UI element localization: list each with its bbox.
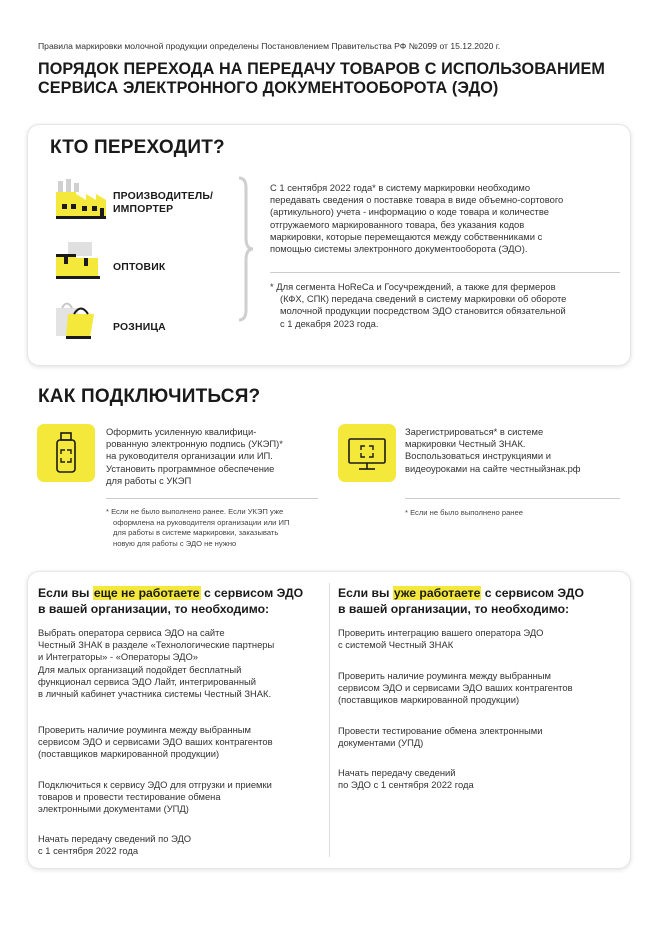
- column-divider: [329, 583, 330, 857]
- title-line: ПОРЯДОК ПЕРЕХОДА НА ПЕРЕДАЧУ ТОВАРОВ С ИСПОЛЬЗОВАНИЕМ: [38, 60, 606, 78]
- highlight-text: уже работаете: [393, 586, 481, 600]
- text-line: рованную электронную подпись (УКЭП)*: [106, 438, 283, 450]
- role-wholesaler: ОПТОВИК: [113, 262, 166, 273]
- text-line: Зарегистрироваться* в системе: [405, 426, 544, 437]
- text-line: документами (УПД): [338, 737, 424, 749]
- highlight-text: еще не работаете: [93, 586, 200, 600]
- text-line: Для малых организаций подойдет бесплатный: [38, 663, 242, 675]
- text-line: видеоуроками на сайте честныйзнак.рф: [405, 462, 581, 474]
- text-line: С 1 сентября 2022 года* в систему маркировки необходимо: [270, 182, 531, 193]
- regulation-note: Правила маркировки молочной продукции определены Постановлением Правительства РФ №2099 от 15.12.2020 г.: [38, 41, 501, 51]
- how-heading: КАК ПОДКЛЮЧИТЬСЯ?: [38, 386, 261, 407]
- text-line: сервисом ЭДО и сервисами ЭДО ваших контрагентов: [338, 682, 573, 694]
- heading-text: Если вы: [338, 586, 393, 600]
- text-line: Выбрать оператора сервиса ЭДО на сайте: [38, 627, 225, 638]
- monitor-icon: [338, 424, 396, 482]
- divider: [405, 498, 620, 499]
- divider: [106, 498, 318, 499]
- heading-line: [38, 585, 328, 601]
- text-line: Начать передачу сведений: [338, 767, 456, 778]
- step2-note: * Если не было выполнено ранее: [405, 508, 523, 517]
- role-label: ПРОИЗВОДИТЕЛЬ/: [113, 191, 214, 202]
- step1-text: [106, 426, 336, 487]
- role-retail: РОЗНИЦА: [113, 322, 166, 333]
- text-line: товаров и провести тестирование обмена: [38, 791, 221, 803]
- text-line: Проверить наличие роуминга между выбранным: [338, 670, 551, 681]
- left-column-heading: [38, 585, 328, 617]
- heading-text: с сервисом ЭДО: [200, 586, 304, 600]
- text-line: молочной продукции посредством ЭДО становится обязательной: [280, 305, 566, 317]
- text-line: маркировки, которые перемещаются между собственниками с: [270, 230, 543, 242]
- step1-note: [106, 507, 336, 549]
- heading-line: в вашей организации, то необходимо:: [338, 602, 570, 616]
- text-line: и Интеграторы» - «Операторы ЭДО»: [38, 651, 198, 663]
- text-line: с 1 декабря 2023 года.: [280, 317, 379, 329]
- right-column-heading: [338, 585, 628, 617]
- title-line: СЕРВИСА ЭЛЕКТРОННОГО ДОКУМЕНТООБОРОТА (ЭДО): [38, 79, 499, 97]
- who-footnote: [270, 281, 620, 330]
- right-paragraph-2: [338, 670, 628, 707]
- text-line: отгружаемого маркированного товара, без указания кодов: [270, 218, 525, 230]
- who-heading: КТО ПЕРЕХОДИТ?: [50, 137, 225, 158]
- left-paragraph-3: [38, 779, 328, 816]
- text-line: передавать сведения о поставке товара в виде объемно-сортового: [270, 194, 564, 206]
- text-line: (КФХ, СПК) передача сведений в систему маркировки об обороте: [280, 293, 567, 305]
- heading-text: Если вы: [38, 586, 93, 600]
- text-line: оформлена на руководителя организации или ИП: [113, 517, 290, 527]
- text-line: по ЭДО с 1 сентября 2022 года: [338, 779, 474, 791]
- page-title: [38, 60, 638, 98]
- left-paragraph-1: [38, 627, 328, 700]
- text-line: Воспользоваться инструкциями и: [405, 450, 551, 462]
- step2-text: [405, 426, 635, 475]
- text-line: (поставщиков маркированной продукции): [338, 694, 520, 706]
- text-line: сервисом ЭДО и сервисами ЭДО ваших контрагентов: [38, 736, 273, 748]
- heading-line: [338, 585, 628, 601]
- right-paragraph-3: [338, 725, 628, 749]
- text-line: новую для работы с ЭДО не нужно: [113, 538, 237, 548]
- shopping-bag-icon: [54, 298, 108, 342]
- text-line: Честный ЗНАК в разделе «Технологические партнеры: [38, 639, 275, 651]
- text-line: Оформить усиленную квалифици-: [106, 426, 257, 437]
- text-line: в личный кабинет участника системы Честный ЗНАК.: [38, 688, 272, 700]
- left-paragraph-2: [38, 724, 328, 761]
- divider: [270, 272, 620, 273]
- role-producer: [113, 190, 213, 216]
- text-line: с 1 сентября 2022 года: [38, 845, 139, 857]
- text-line: (поставщиков маркированной продукции): [38, 748, 220, 760]
- text-line: Установить программное обеспечение: [106, 462, 275, 474]
- text-line: Подключиться к сервису ЭДО для отгрузки и приемки: [38, 779, 272, 790]
- role-label: ИМПОРТЕР: [113, 204, 174, 215]
- text-line: Проверить интеграцию вашего оператора ЭДО: [338, 627, 544, 638]
- text-line: маркировки Честный ЗНАК.: [405, 438, 526, 450]
- text-line: на руководителя организации или ИП.: [106, 450, 273, 462]
- factory-icon: [54, 178, 108, 222]
- heading-line: в вашей организации, то необходимо:: [38, 602, 270, 616]
- text-line: Провести тестирование обмена электронными: [338, 725, 543, 736]
- text-line: Начать передачу сведений по ЭДО: [38, 833, 192, 844]
- text-line: * Для сегмента HoReCa и Госучреждений, а также для фермеров: [270, 281, 556, 292]
- text-line: функционал сервиса ЭДО Лайт, интегрированный: [38, 675, 256, 687]
- warehouse-icon: [54, 238, 108, 282]
- brace-icon: [236, 176, 256, 322]
- heading-text: с сервисом ЭДО: [481, 586, 584, 600]
- text-line: для работы с УКЭП: [106, 474, 192, 486]
- text-line: (артикульного) учета - информацию о коде товара и количестве: [270, 206, 549, 218]
- text-line: для работы в системе маркировки, заказывать: [113, 528, 279, 537]
- who-main-text: [270, 182, 620, 255]
- usb-token-icon: [37, 424, 95, 482]
- right-paragraph-1: [338, 627, 628, 651]
- text-line: электронными документами (УПД): [38, 803, 189, 815]
- text-line: с системой Честный ЗНАК: [338, 639, 454, 651]
- left-paragraph-4: [38, 833, 328, 857]
- right-paragraph-4: [338, 767, 628, 791]
- text-line: помощью системы электронного документооборота (ЭДО).: [270, 243, 528, 255]
- text-line: * Если не было выполнено ранее. Если УКЭП уже: [106, 507, 284, 516]
- text-line: Проверить наличие роуминга между выбранным: [38, 724, 251, 735]
